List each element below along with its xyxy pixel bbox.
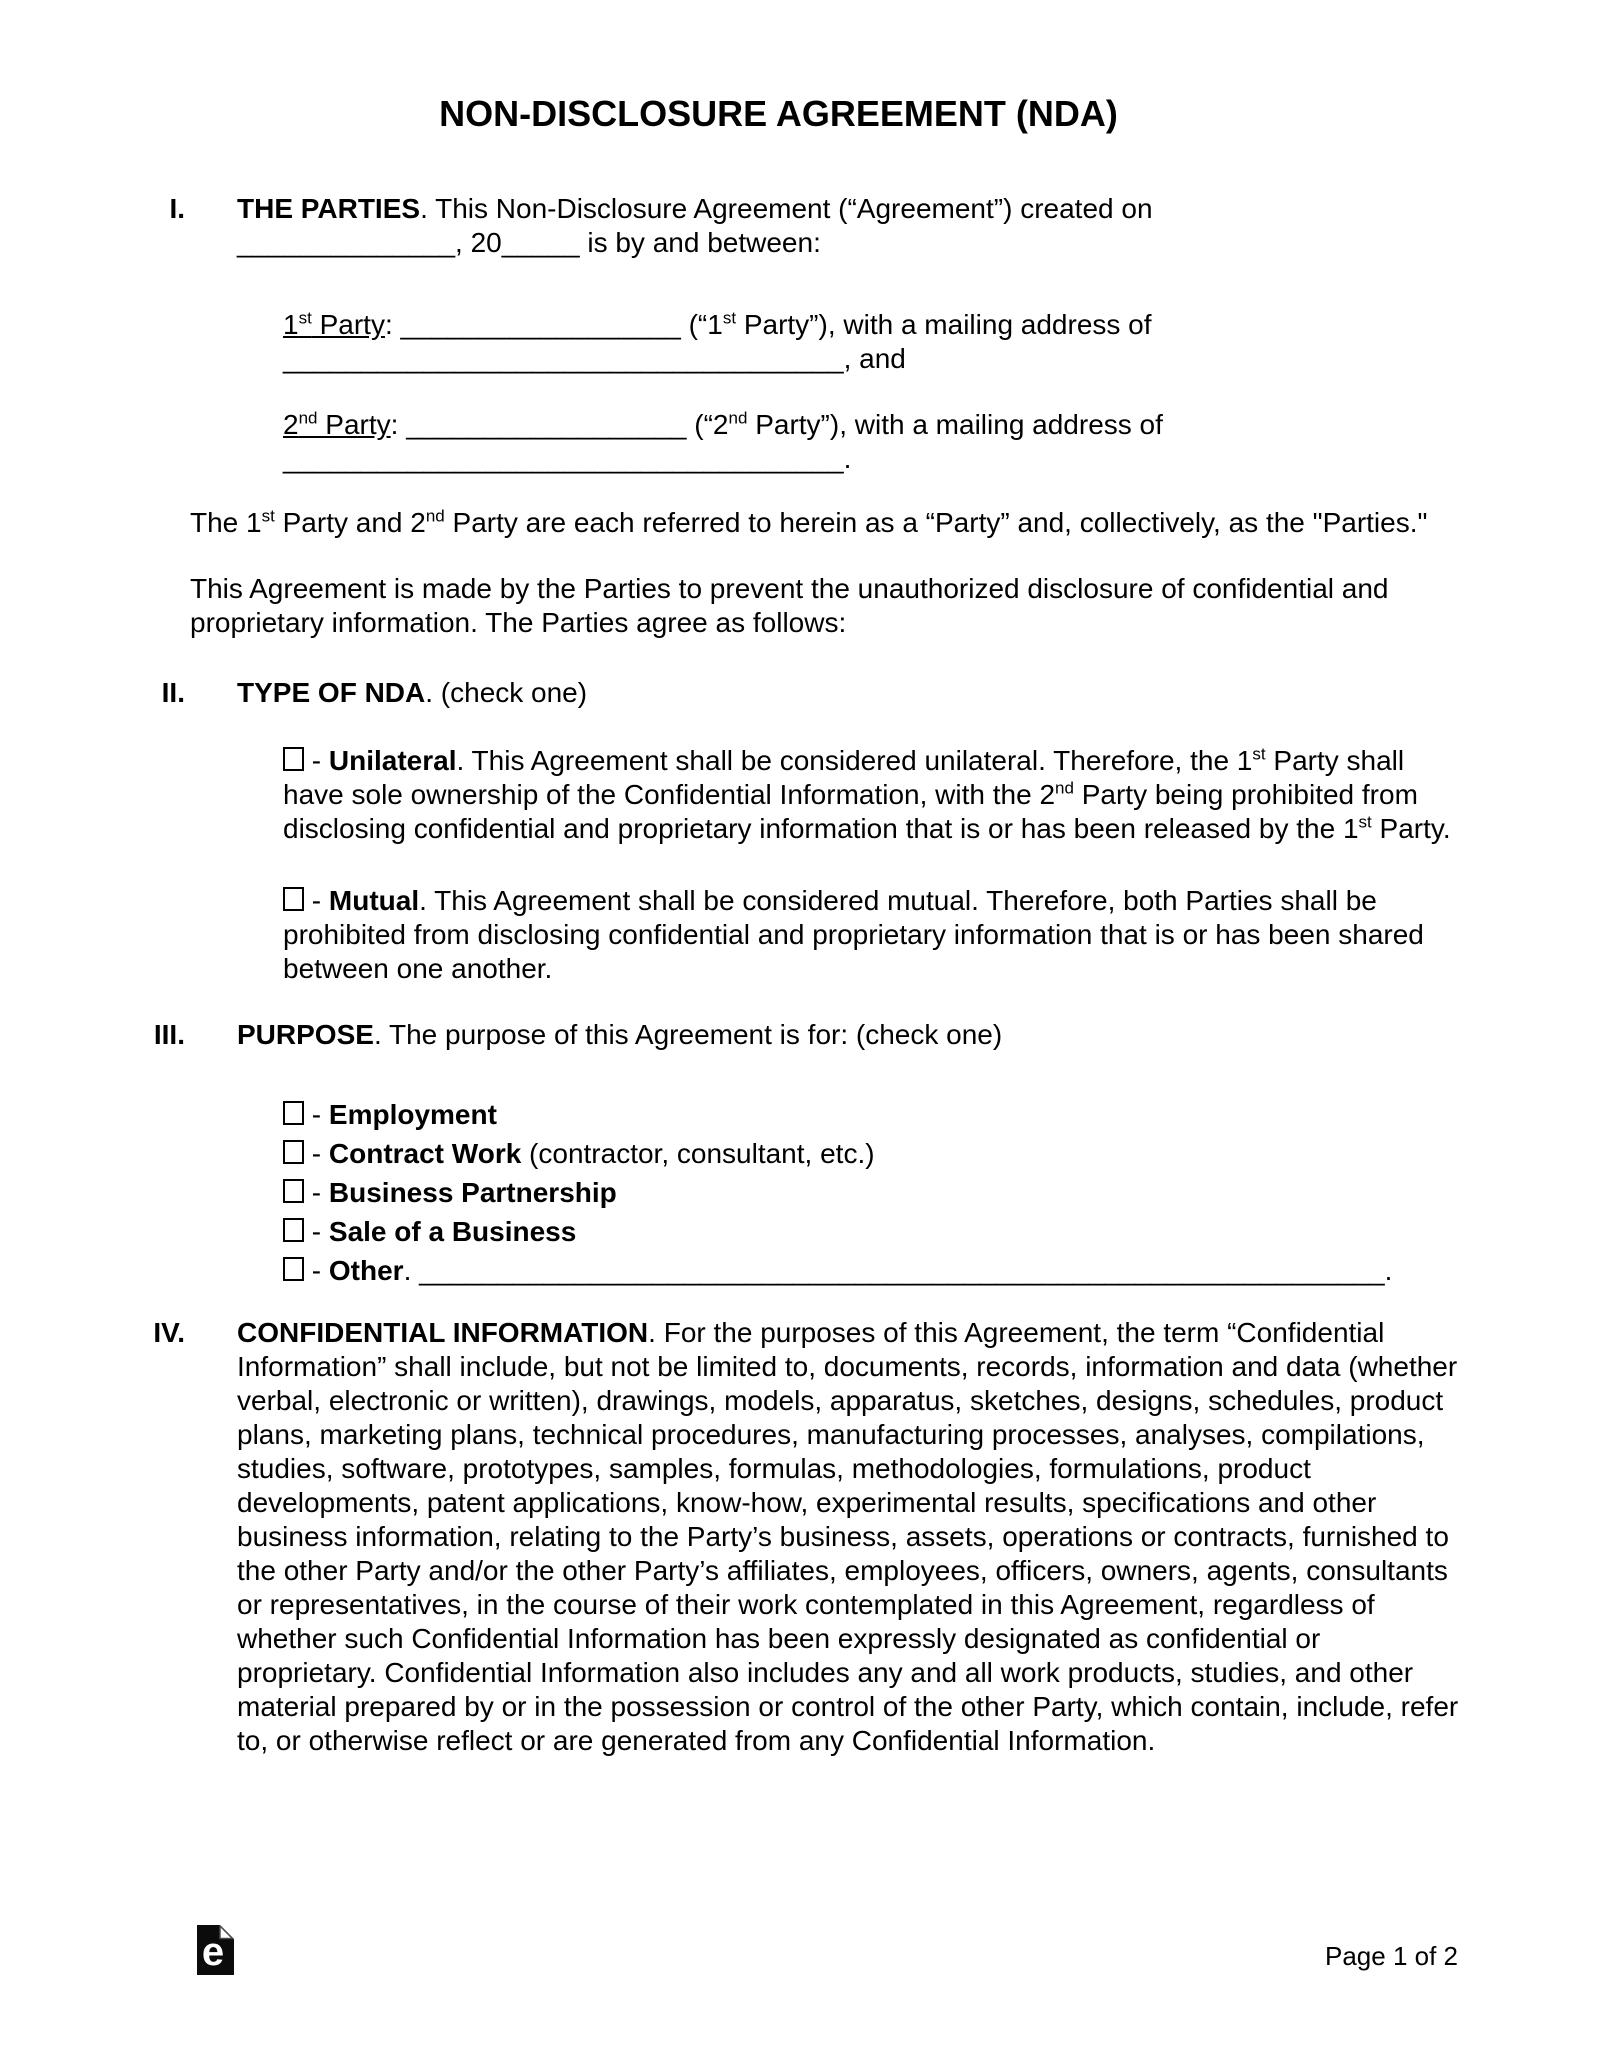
section-number-1: I. (169, 193, 185, 224)
parties-intro-paragraph: THE PARTIES. This Non-Disclosure Agreement (“Agreement”) created on ______________, 20_____ is by and between: (237, 193, 1153, 258)
section-number-4: IV. (153, 1317, 185, 1348)
logo-letter: e (201, 1930, 225, 1974)
section-purpose-body (237, 1018, 1460, 1288)
purpose-option-row (283, 1176, 1460, 1210)
purpose-checklist (283, 1098, 1460, 1288)
agreement-intro-paragraph: This Agreement is made by the Parties to prevent the unauthorized disclosure of confidential and proprietary information. The Parties agree as follows: (190, 573, 1389, 638)
section-the-parties (97, 192, 1460, 476)
section-number-3: III. (153, 1019, 185, 1050)
unilateral-option-paragraph (283, 744, 1460, 846)
unilateral-checkbox[interactable] (283, 747, 304, 771)
purpose-contract-work-checkbox[interactable] (283, 1140, 304, 1164)
purpose-other-checkbox[interactable] (283, 1257, 304, 1281)
purpose-heading: PURPOSE. The purpose of this Agreement is for: (check one) (237, 1019, 1003, 1050)
second-party-line: 2nd Party: __________________ (“2nd Party”), with a mailing address of ____________________________________. (283, 408, 1163, 474)
first-party-line: 1st Party: __________________ (“1st Party”), with a mailing address of ____________________________________, and (283, 308, 1152, 374)
type-of-nda-heading: TYPE OF NDA. (check one) (237, 677, 588, 708)
parties-reference-paragraph: The 1st Party and 2nd Party are each referred to herein as a “Party” and, collectively, as the "Parties." (190, 506, 1428, 538)
purpose-sale-of-business-checkbox[interactable] (283, 1218, 304, 1242)
purpose-option-row (283, 1137, 1460, 1171)
section-purpose (97, 1018, 1460, 1288)
section-confidential-information (97, 1316, 1460, 1758)
purpose-employment-checkbox[interactable] (283, 1101, 304, 1125)
purpose-business-partnership-label: - Business Partnership (304, 1177, 617, 1208)
section-type-of-nda (97, 676, 1460, 986)
eforms-logo-icon (197, 1925, 234, 1975)
purpose-contract-work-label: - Contract Work (contractor, consultant, etc.) (304, 1138, 875, 1169)
document-title: NON-DISCLOSURE AGREEMENT (NDA) (439, 93, 1118, 134)
unilateral-option-text: - Unilateral. This Agreement shall be considered unilateral. Therefore, the 1st Party shall have sole ownership of the Confidential Information, with the 2nd Party being prohibited from disclosing confidential and proprietary information that is or has been released by the 1st Party. (283, 744, 1451, 844)
page-number: Page 1 of 2 (1325, 1941, 1458, 1971)
purpose-business-partnership-checkbox[interactable] (283, 1179, 304, 1203)
eforms-document-logo (197, 1925, 234, 1975)
purpose-sale-of-business-label: - Sale of a Business (304, 1216, 577, 1247)
mutual-option-paragraph (283, 884, 1460, 986)
mutual-checkbox[interactable] (283, 887, 304, 911)
section-the-parties-body (237, 192, 1460, 476)
purpose-option-row (283, 1254, 1460, 1288)
section-type-of-nda-body (237, 676, 1460, 986)
purpose-option-row (283, 1215, 1460, 1249)
section-number-2: II. (161, 677, 185, 708)
mutual-option-text: - Mutual. This Agreement shall be considered mutual. Therefore, both Parties shall be prohibited from disclosing confidential and proprietary information that is or has been shared between one another. (283, 885, 1424, 984)
confidential-information-paragraph: CONFIDENTIAL INFORMATION. For the purposes of this Agreement, the term “Confidential Information” shall include, but not be limited to, documents, records, information and data (whether verbal, electronic or written), drawings, models, apparatus, sketches, designs, schedules, product plans, marketing plans, technical procedures, manufacturing processes, analyses, compilations, studies, software, prototypes, samples, formulas, methodologies, formulations, product developments, patent applications, know-how, experimental results, specifications and other business information, relating to the Party’s business, assets, operations or contracts, furnished to the other Party and/or the other Party’s affiliates, employees, officers, owners, agents, consultants or representatives, in the course of their work contemplated in this Agreement, regardless of whether such Confidential Information has been expressly designated as confidential or proprietary. Confidential Information also includes any and all work products, studies, and other material prepared by or in the possession or control of the other Party, which contain, include, refer to, or otherwise reflect or are generated from any Confidential Information. (237, 1317, 1459, 1756)
section-confidential-information-body (237, 1316, 1460, 1758)
purpose-employment-label: - Employment (304, 1099, 497, 1130)
purpose-option-row (283, 1098, 1460, 1132)
purpose-other-label: - Other. ______________________________________________________________. (304, 1255, 1393, 1286)
